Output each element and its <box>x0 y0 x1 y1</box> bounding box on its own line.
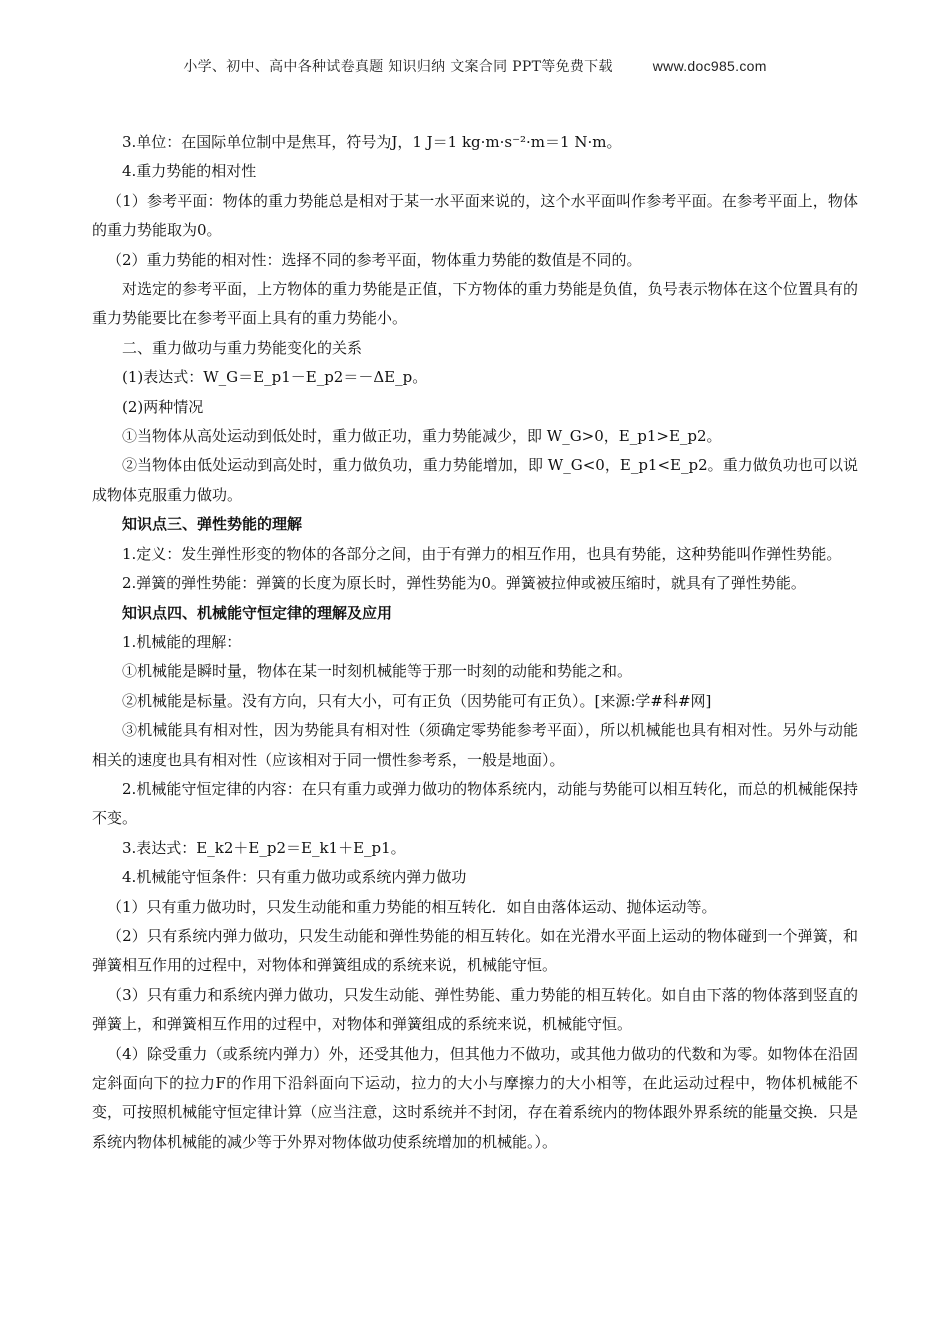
paragraph: （2）重力势能的相对性：选择不同的参考平面，物体重力势能的数值是不同的。 <box>107 250 642 269</box>
paragraph: 4.重力势能的相对性 <box>122 162 257 181</box>
section-heading: 知识点四、机械能守恒定律的理解及应用 <box>122 603 393 622</box>
paragraph: (1)表达式：W_G＝E_p1－E_p2＝－ΔE_p。 <box>122 368 428 387</box>
paragraph: ①机械能是瞬时量，物体在某一时刻机械能等于那一时刻的动能和势能之和。 <box>122 662 633 681</box>
section-heading: 知识点三、弹性势能的理解 <box>122 515 303 534</box>
paragraph: 对选定的参考平面，上方物体的重力势能是正值，下方物体的重力势能是负值，负号表示物体在这个位置具有的重力势能要比在参考平面上具有的重力势能小。 <box>92 280 858 328</box>
paragraph: （3）只有重力和系统内弹力做功，只发生动能、弹性势能、重力势能的相互转化。如自由下落的物体落到竖直的弹簧上，和弹簧相互作用的过程中，对物体和弹簧组成的系统来说，机械能守恒。 <box>92 985 858 1034</box>
document-body <box>92 128 858 1157</box>
paragraph: ②机械能是标量。没有方向，只有大小，可有正负（因势能可有正负）。[来源:学#科#网] <box>122 691 712 710</box>
paragraph: 3.表达式：E_k2＋E_p2＝E_k1＋E_p1。 <box>122 838 406 857</box>
paragraph: 3.单位：在国际单位制中是焦耳，符号为J，1 J＝1 kg·m·s⁻²·m＝1 N·m。 <box>122 133 622 151</box>
paragraph: （4）除受重力（或系统内弹力）外，还受其他力，但其他力不做功，或其他力做功的代数和为零。如物体在沿固定斜面向下的拉力F的作用下沿斜面向下运动，拉力的大小与摩擦力的大小相等，在此运动过程中，物体机械能不变，可按照机械能守恒定律计算（应当注意，这时系统并不封闭，存在着系统内的物体跟外界系统的能量交换．只是系统内物体机械能的减少等于外界对物体做功使系统增加的机械能。）。 <box>92 1044 858 1151</box>
header-text: 小学、初中、高中各种试卷真题 知识归纳 文案合同 PPT等免费下载 <box>183 59 613 75</box>
paragraph: 二、重力做功与重力势能变化的关系 <box>122 338 363 357</box>
paragraph: 1.机械能的理解： <box>122 632 242 651</box>
header-site-link[interactable]: www.doc985.com <box>652 58 767 74</box>
paragraph: （2）只有系统内弹力做功，只发生动能和弹性势能的相互转化。如在光滑水平面上运动的物体碰到一个弹簧，和弹簧相互作用的过程中，对物体和弹簧组成的系统来说，机械能守恒。 <box>92 926 858 975</box>
page-header <box>0 56 950 76</box>
paragraph: （1）参考平面：物体的重力势能总是相对于某一水平面来说的，这个水平面叫作参考平面。在参考平面上，物体的重力势能取为0。 <box>92 191 858 240</box>
paragraph: (2)两种情况 <box>122 397 204 416</box>
paragraph: 2.弹簧的弹性势能：弹簧的长度为原长时，弹性势能为0。弹簧被拉伸或被压缩时，就具有了弹性势能。 <box>122 574 806 593</box>
paragraph: （1）只有重力做功时，只发生动能和重力势能的相互转化．如自由落体运动、抛体运动等。 <box>107 897 717 916</box>
paragraph: 2.机械能守恒定律的内容：在只有重力或弹力做功的物体系统内，动能与势能可以相互转化，而总的机械能保持不变。 <box>92 779 858 828</box>
paragraph: 4.机械能守恒条件：只有重力做功或系统内弹力做功 <box>122 868 467 887</box>
paragraph: ①当物体从高处运动到低处时，重力做正功，重力势能减少，即 W_G>0，E_p1>E_p2。 <box>122 427 722 446</box>
paragraph: 1.定义：发生弹性形变的物体的各部分之间，由于有弹力的相互作用，也具有势能，这种势能叫作弹性势能。 <box>122 544 842 563</box>
paragraph: ③机械能具有相对性，因为势能具有相对性（须确定零势能参考平面），所以机械能也具有相对性。另外与动能相关的速度也具有相对性（应该相对于同一惯性参考系，一般是地面）。 <box>92 721 858 769</box>
paragraph: ②当物体由低处运动到高处时，重力做负功，重力势能增加，即 W_G<0，E_p1<E_p2。重力做负功也可以说成物体克服重力做功。 <box>92 456 858 504</box>
